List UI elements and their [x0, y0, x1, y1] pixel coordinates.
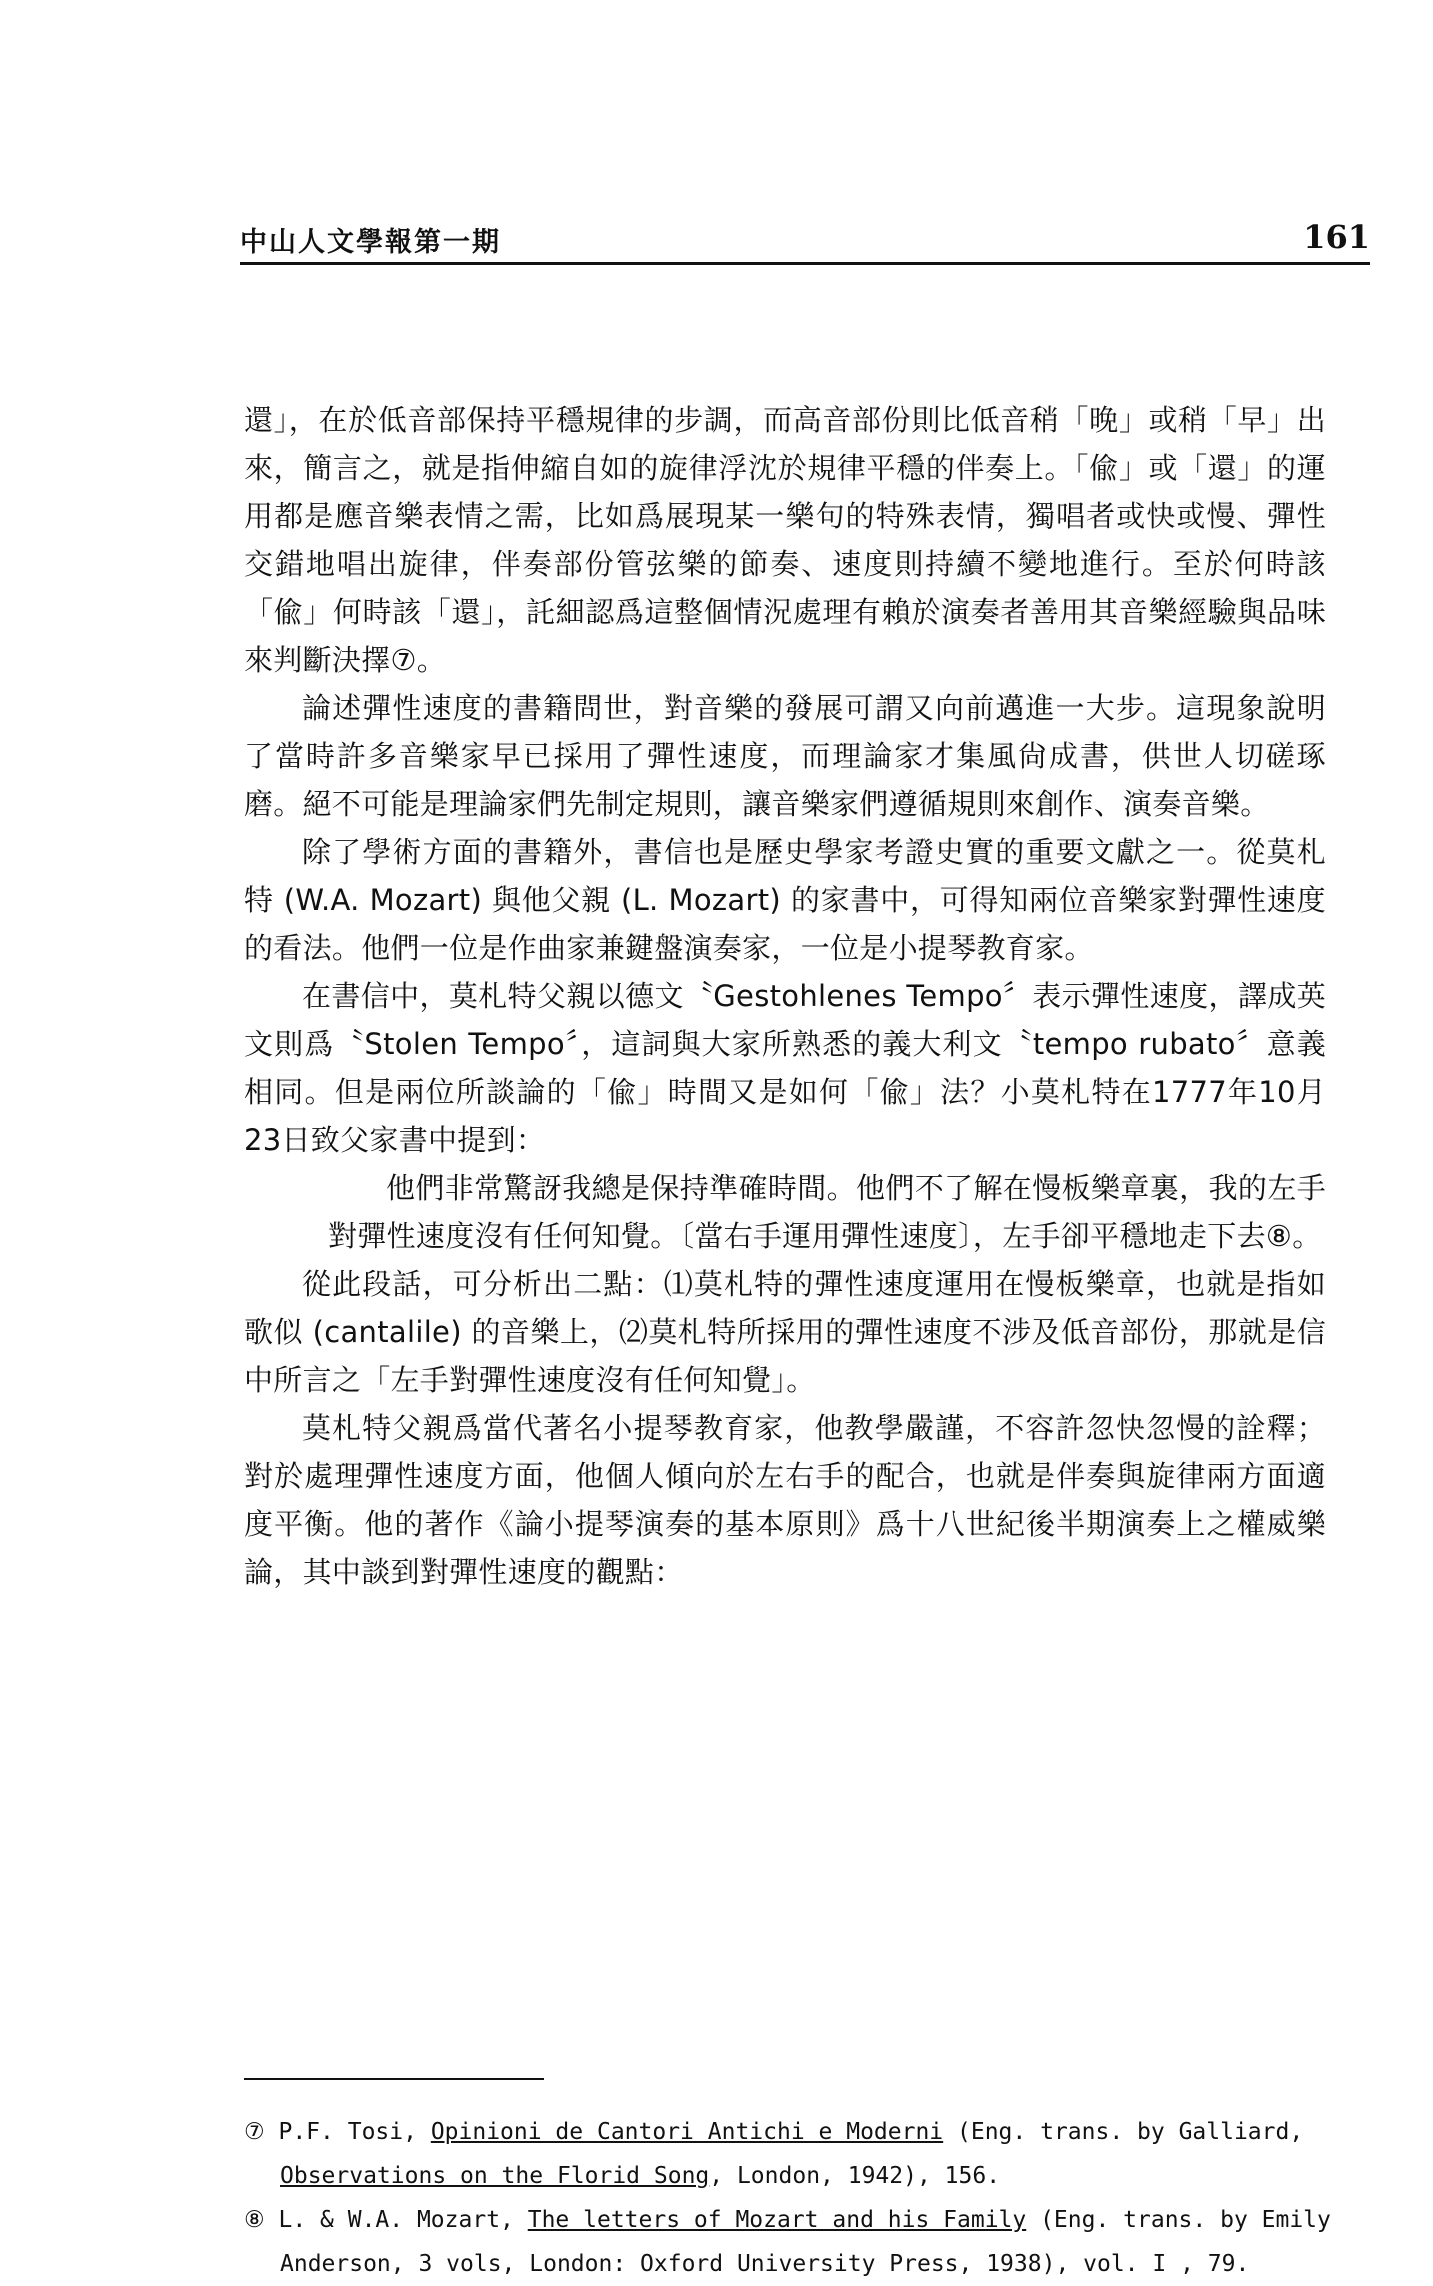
footnote-separator [244, 2078, 544, 2080]
page-number: 161 [1303, 218, 1370, 256]
paragraph: 在書信中，莫札特父親以德文〝Gestohlenes Tempo〞表示彈性速度，譯成英文則爲〝Stolen Tempo〞，這詞與大家所熟悉的義大利文〝tempo rubato〞意義相同。但是兩位所談論的「偸」時間又是如何「偸」法？小莫札特在1777年10月23日致父家書中提到： [244, 979, 1326, 1157]
paragraph: 論述彈性速度的書籍問世，對音樂的發展可謂又向前邁進一大步。這現象說明了當時許多音樂家早已採用了彈性速度，而理論家才集風尙成書，供世人切磋琢磨。絕不可能是理論家們先制定規則，讓音樂家們遵循規則來創作、演奏音樂。 [244, 691, 1326, 821]
footnote-text: L. & W.A. Mozart, [278, 2207, 528, 2233]
footnote-text: P.F. Tosi, [278, 2119, 431, 2145]
paragraph: 除了學術方面的書籍外，書信也是歷史學家考證史實的重要文獻之一。從莫札特 (W.A. Mozart) 與他父親 (L. Mozart) 的家書中，可得知兩位音樂家對彈性速度的看法。他們一位是作曲家兼鍵盤演奏家，一位是小提琴教育家。 [244, 835, 1326, 965]
footnote-text: , London, 1942), 156. [709, 2163, 1001, 2189]
footnote-mark: ⑧ [244, 2207, 265, 2233]
journal-title: 中山人文學報第一期 [240, 227, 501, 258]
footnote-text: (Eng. trans. by Emily Anderson, 3 vols, London: Oxford University Press, 1938), vol. I , 79. [280, 2207, 1331, 2277]
paragraph: 還」，在於低音部保持平穩規律的步調，而高音部份則比低音稍「晚」或稍「早」出來，簡言之，就是指伸縮自如的旋律浮沈於規律平穩的伴奏上。「偸」或「還」的運用都是應音樂表情之需，比如爲展現某一樂句的特殊表情，獨唱者或快或慢、彈性交錯地唱出旋律，伴奏部份管弦樂的節奏、速度則持續不變地進行。至於何時該「偸」何時該「還」，託細認爲這整個情況處理有賴於演奏者善用其音樂經驗與品味來判斷決擇⑦。 [244, 403, 1326, 677]
paragraph: 莫札特父親爲當代著名小提琴教育家，他教學嚴謹，不容許忽快忽慢的詮釋；對於處理彈性速度方面，他個人傾向於左右手的配合，也就是伴奏與旋律兩方面適度平衡。他的著作《論小提琴演奏的基本原則》爲十八世紀後半期演奏上之權威樂論，其中談到對彈性速度的觀點： [244, 1411, 1326, 1589]
cited-title: Observations on the Florid Song [280, 2163, 710, 2189]
footnote-8 [244, 2198, 1374, 2286]
footnote-text: (Eng. trans. by Galliard, [943, 2119, 1304, 2145]
cited-title: The letters of Mozart and his Family [527, 2207, 1027, 2233]
footnotes [244, 2110, 1374, 2286]
quote-text: 他們非常驚訝我總是保持準確時間。他們不了解在慢板樂章裏，我的左手對彈性速度沒有任何知覺。〔當右手運用彈性速度〕，左手卻平穩地走下去⑧。 [328, 1171, 1326, 1253]
footnote-7 [244, 2110, 1374, 2198]
block-quote [328, 1164, 1326, 1260]
paragraph: 從此段話，可分析出二點：⑴莫札特的彈性速度運用在慢板樂章，也就是指如歌似 (cantalile) 的音樂上，⑵莫札特所採用的彈性速度不涉及低音部份，那就是信中所言之「左手對彈性速度沒有任何知覺」。 [244, 1267, 1326, 1397]
running-header [240, 218, 1370, 265]
cited-title: Opinioni de Cantori Antichi e Moderni [430, 2119, 944, 2145]
body-text [244, 396, 1326, 1596]
footnote-mark: ⑦ [244, 2119, 265, 2145]
